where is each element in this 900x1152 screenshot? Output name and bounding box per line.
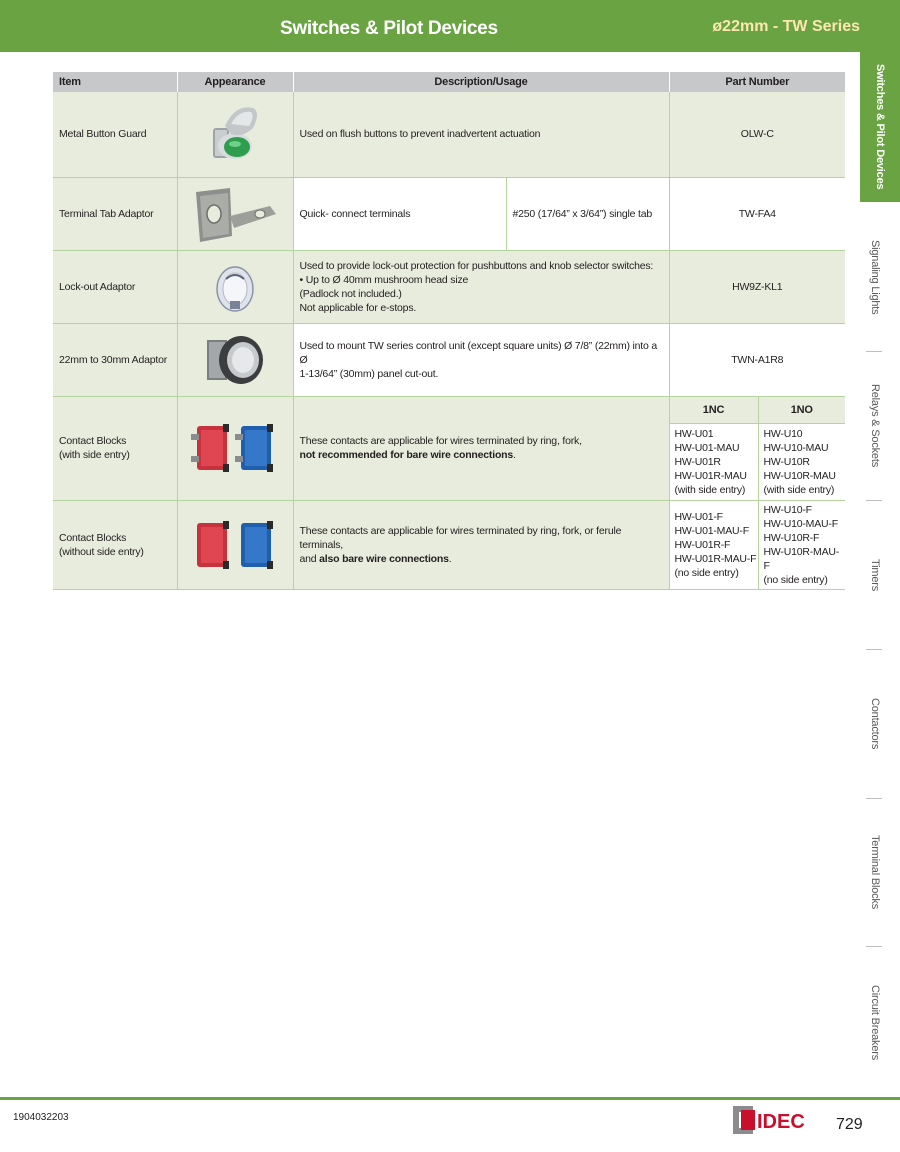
tab-contactors[interactable] [855, 656, 895, 791]
part-number: HW-U01R-F [674, 538, 731, 551]
description-line: 1-13/64” (30mm) panel cut-out. [299, 367, 439, 380]
description-line [300, 448, 663, 462]
tab-switches-pilot-devices[interactable] [860, 52, 900, 202]
table-header-row [53, 72, 845, 92]
no-part-list [758, 500, 845, 589]
col-header-appearance: Appearance [177, 72, 293, 92]
col-header-part-number: Part Number [669, 72, 845, 92]
appearance-cell [177, 177, 293, 250]
table-row [53, 396, 845, 423]
tab-label: Terminal Blocks [869, 835, 881, 910]
idec-logo [733, 1106, 815, 1134]
tab-label: Timers [869, 558, 881, 591]
description-cell: Used on flush buttons to prevent inadvertent actuation [293, 92, 669, 177]
part-number: HW-U10R-MAU [763, 469, 836, 482]
part-note: (with side entry) [763, 483, 835, 496]
footer-divider [0, 1097, 900, 1100]
description-tail: . [513, 449, 516, 461]
description-line: Used to mount TW series control unit (except square units) Ø 7/8” (22mm) into a Ø [299, 339, 657, 366]
tab-circuit-breakers[interactable] [855, 953, 895, 1093]
item-name: Lock-out Adaptor [53, 250, 177, 323]
contact-blocks-side-entry-image [187, 418, 283, 478]
part-number: HW-U01 [674, 427, 714, 440]
tab-label: Switches & Pilot Devices [874, 64, 886, 190]
table-row [53, 500, 845, 589]
adaptor-22-30-image [203, 330, 267, 390]
col-header-description: Description/Usage [293, 72, 669, 92]
table-row [53, 323, 845, 396]
part-note: (no side entry) [674, 566, 739, 579]
part-header-1nc: 1NC [669, 396, 758, 423]
tab-divider [866, 798, 882, 799]
part-number: HW-U10 [763, 427, 803, 440]
tab-divider [866, 351, 882, 352]
metal-button-guard-image [195, 98, 275, 170]
description-bold: also bare wire connections [319, 552, 449, 565]
series-title: ø22mm - TW Series [712, 18, 860, 35]
logo-text: IDEC [757, 1111, 805, 1133]
part-number: HW-U01-F [674, 510, 723, 523]
item-line: Contact Blocks [59, 531, 127, 544]
appearance-cell [177, 250, 293, 323]
table-row [53, 250, 845, 323]
part-number: TW-FA4 [669, 177, 845, 250]
tab-label: Relays & Sockets [869, 383, 881, 467]
description-tail: . [448, 552, 452, 565]
part-number: HW-U10-MAU [763, 441, 829, 454]
description-line: Not applicable for e-stops. [299, 301, 417, 314]
part-number: TWN-A1R8 [669, 323, 845, 396]
appearance-cell [177, 396, 293, 500]
contact-blocks-no-side-entry-image [187, 515, 283, 575]
description-line: (Padlock not included.) [299, 287, 402, 300]
appearance-cell [177, 323, 293, 396]
part-number: HW-U10R-F [763, 531, 820, 544]
item-line: (with side entry) [59, 449, 130, 461]
description-extra-cell: #250 (17/64” x 3/64”) single tab [506, 177, 669, 250]
table-row [53, 92, 845, 177]
part-number: HW-U01R [674, 455, 721, 468]
tab-divider [866, 649, 882, 650]
item-name [53, 396, 177, 500]
tab-label: Contactors [869, 697, 881, 750]
tab-signaling-lights[interactable] [855, 210, 895, 345]
lock-out-adaptor-image [210, 259, 260, 315]
description-line: These contacts are applicable for wires terminated by ring, fork, or ferule terminals, [299, 524, 622, 551]
item-name: Metal Button Guard [53, 92, 177, 177]
description-line [300, 552, 663, 566]
page-title: Switches & Pilot Devices [280, 18, 498, 39]
nc-part-list [669, 500, 758, 589]
accessories-table [53, 72, 845, 590]
description-cell [293, 250, 669, 323]
description-line: These contacts are applicable for wires terminated by ring, fork, [299, 435, 582, 447]
part-header-1no: 1NO [758, 396, 845, 423]
item-line: Contact Blocks [59, 435, 127, 447]
description-cell [293, 396, 669, 500]
part-number: HW-U01-MAU-F [674, 524, 749, 537]
col-header-item: Item [53, 72, 177, 92]
description-cell: Quick- connect terminals [293, 177, 506, 250]
idec-logo-icon [733, 1106, 815, 1134]
tab-label: Signaling Lights [869, 240, 881, 315]
tab-divider [866, 946, 882, 947]
tab-label: Circuit Breakers [869, 985, 881, 1061]
part-number: HW-U01R-MAU-F [674, 552, 757, 565]
part-number: HW-U10R-MAU-F [763, 545, 840, 572]
document-code: 1904032203 [13, 1112, 69, 1123]
tab-divider [866, 500, 882, 501]
part-number: HW-U10R [763, 455, 810, 468]
item-name: Terminal Tab Adaptor [53, 177, 177, 250]
part-number: HW-U01-MAU [674, 441, 740, 454]
description-cell [293, 500, 669, 589]
table-row [53, 177, 845, 250]
description-line: • Up to Ø 40mm mushroom head size [299, 273, 469, 286]
no-part-list [758, 423, 845, 500]
tab-timers[interactable] [855, 507, 895, 642]
tab-terminal-blocks[interactable] [855, 805, 895, 940]
appearance-cell [177, 92, 293, 177]
part-number: HW9Z-KL1 [669, 250, 845, 323]
part-number: HW-U10-MAU-F [763, 517, 838, 530]
description-pre: and [299, 552, 320, 565]
description-bold: not recommended for bare wire connections [299, 449, 514, 461]
description-cell [293, 323, 669, 396]
part-note: (with side entry) [674, 483, 746, 496]
nc-part-list [669, 423, 758, 500]
page-number: 729 [836, 1116, 863, 1133]
part-number: HW-U01R-MAU [674, 469, 747, 482]
tab-relays-sockets[interactable] [855, 358, 895, 493]
part-number: HW-U10-F [763, 503, 812, 516]
appearance-cell [177, 500, 293, 589]
part-number: OLW-C [669, 92, 845, 177]
terminal-tab-adaptor-image [190, 184, 280, 244]
item-name [53, 500, 177, 589]
item-name: 22mm to 30mm Adaptor [53, 323, 177, 396]
item-line: (without side entry) [59, 545, 144, 558]
description-line: Used to provide lock-out protection for pushbuttons and knob selector switches: [299, 259, 654, 272]
part-note: (no side entry) [763, 573, 828, 586]
